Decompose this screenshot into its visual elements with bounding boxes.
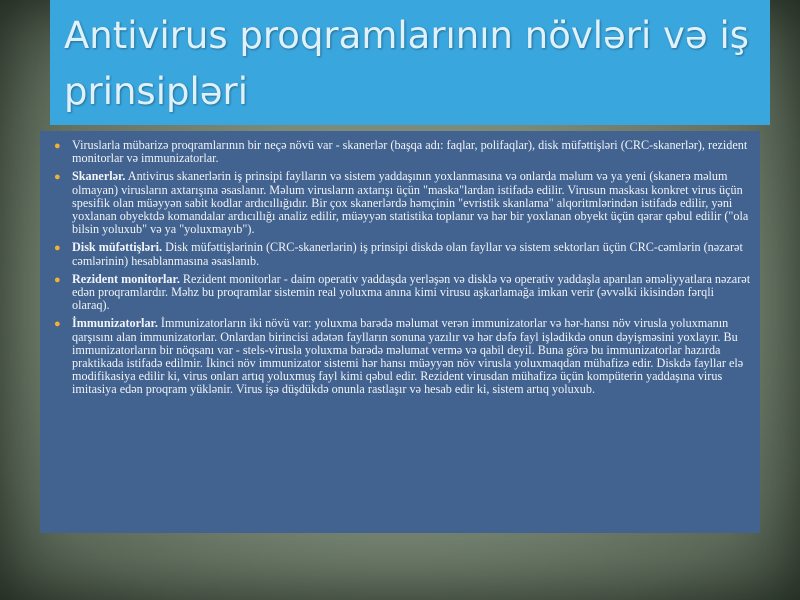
bullet-dot-icon: ●	[54, 171, 61, 184]
item-text: Antivirus skanerlərin iş prinsipi faylların və sistem yaddaşının yoxlanmasına və onlarda məlum və ya yeni (skanerə məlum olmayan) virusların axtarışına əsaslanır. Məlum virusların axtarışı üçün "maska"lardan istifadə edilir. Virusun maskası konkret virus üçün spesifik olan müəyyən sabit kodlar ardıcıllığıdır. Bir çox skanerlərdə həmçinin "evristik skanlama" alqoritmlərindən istifadə edilir, yəni yoxlanan obyektdə komandalar ardıcıllığı analiz edilir, müəyyən statistika toplanır və hər bir yoxlanan obyekt üçün qərar qəbul edilir ("ola bilsin yoluxub" və ya "yoluxmayıb").	[72, 169, 749, 237]
bullet-dot-icon: ●	[54, 140, 61, 152]
list-item	[52, 273, 752, 313]
item-text: Disk müfəttişlərinin (CRC-skanerlərin) iş prinsipi diskdə olan fayllar və sistem sektorları üçün CRC-cəmlərin (nəzarət cəmlərinin) hesablanmasına əsaslanıb.	[72, 240, 743, 268]
list-item	[52, 139, 752, 165]
item-text: Viruslarla mübarizə proqramlarının bir neçə növü var - skanerlər (başqa adı: faqlar, polifaqlar), disk müfəttişləri (CRC-skanerlər), rezident monitorlar və immunizatorlar.	[72, 138, 748, 166]
item-label: Skanerlər.	[72, 169, 126, 184]
item-label: Rezident monitorlar.	[72, 271, 180, 286]
bullet-dot-icon: ●	[54, 242, 61, 255]
slide-title: Antivirus proqramlarının növləri və iş prinsipləri	[64, 14, 750, 113]
title-banner	[50, 0, 770, 125]
list-item	[52, 317, 752, 396]
item-label: İmmunizatorlar.	[72, 316, 158, 331]
bullet-dot-icon: ●	[54, 318, 61, 331]
list-item	[52, 170, 752, 236]
item-text: Rezident monitorlar - daim operativ yaddaşda yerləşən və disklə və operativ yaddaşla aparılan əməliyyatlara nəzarət edən proqramlardır. Məhz bu proqramlar sistemin real yoluxma anına kimi virusu aşkarlamağa imkan verir (əvvəlki ikisindən fərqli olaraq).	[72, 271, 751, 313]
list-item	[52, 241, 752, 267]
item-label: Disk müfəttişləri.	[72, 240, 163, 255]
bullet-list	[52, 139, 752, 397]
content-panel	[40, 131, 760, 533]
item-text: İmmunizatorların iki növü var: yoluxma barədə məlumat verən immunizatorlar və hər-hansı növ virusla yoluxmanın qarşısını alan immunizatorlar. Onlardan birincisi adətən faylların sonuna yazılır və hər dəfə fayl işlədikdə onun dəyişməsini yoxlayır. Bu immunizatorların bir nöqsanı var - stels-virusla yoluxma barədə məlumat vermə və qabil deyil. Buna görə bu immunizatorlar hazırda praktikada istifadə edilmir. İkinci növ immunizator sistemi hər hansı müəyyən növ virusla yoluxmaqdan mühafizə edir. Diskdə fayllar elə modifikasiya edilir ki, virus onları artıq yoluxmuş fayl kimi qəbul edir. Rezident virusdan mühafizə üçün kompüterin yaddaşına virus imitasiya edən proqram yüklənir. Virus işə düşdükdə onunla rastlaşır və hesab edir ki, sistem artıq yoluxub.	[72, 316, 744, 397]
bullet-dot-icon: ●	[54, 273, 61, 286]
